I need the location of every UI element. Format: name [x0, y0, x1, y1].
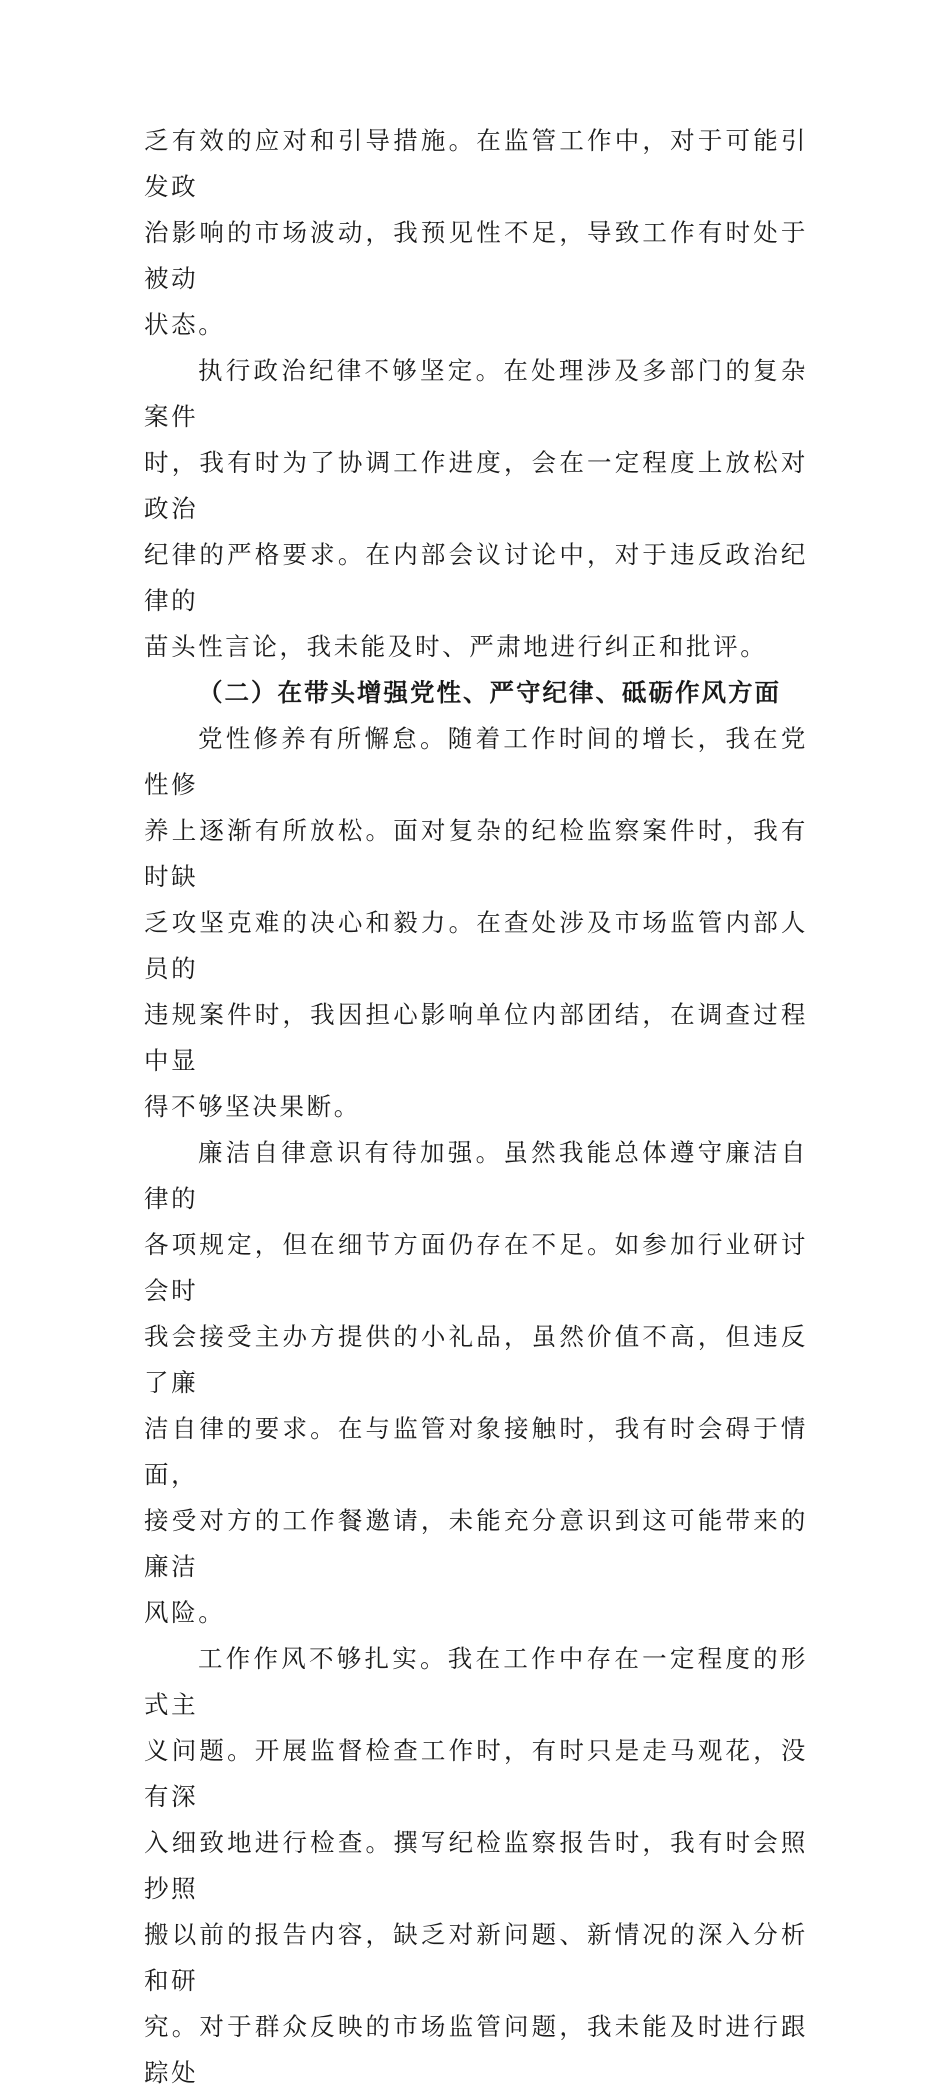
- paragraph-integrity: 廉洁自律意识有待加强。虽然我能总体遵守廉洁自律的 各项规定，但在细节方面仍存在不足。如参加行业研讨会时 我会接受主办方提供的小礼品，虽然价值不高，但违反了廉 洁自律的要求。在与监管对象接触时，我有时会碍于情面， 接受对方的工作餐邀请，未能充分意识到这可能带来的廉洁 风险。: [144, 1138, 808, 1627]
- document-body: [144, 118, 808, 2096]
- paragraph-work-style: 工作作风不够扎实。我在工作中存在一定程度的形式主 义问题。开展监督检查工作时，有时只是走马观花，没有深 入细致地进行检查。撰写纪检监察报告时，我有时会照抄照 搬以前的报告内容，缺乏对新问题、新情况的深入分析和研 究。对于群众反映的市场监管问题，我未能及时进行跟踪处: [144, 1644, 808, 2087]
- section-heading: （二）在带头增强党性、严守纪律、砥砺作风方面: [198, 678, 781, 707]
- paragraph-political-discipline: 执行政治纪律不够坚定。在处理涉及多部门的复杂案件 时，我有时为了协调工作进度，会在一定程度上放松对政治 纪律的严格要求。在内部会议讨论中，对于违反政治纪律的 苗头性言论，我未能及时、严肃地进行纠正和批评。: [144, 356, 808, 661]
- paragraph-continuation: 乏有效的应对和引导措施。在监管工作中，对于可能引发政 治影响的市场波动，我预见性不足，导致工作有时处于被动 状态。: [144, 126, 808, 339]
- paragraph-party-spirit: 党性修养有所懈怠。随着工作时间的增长，我在党性修 养上逐渐有所放松。面对复杂的纪检监察案件时，我有时缺 乏攻坚克难的决心和毅力。在查处涉及市场监管内部人员的 违规案件时，我因担心影响单位内部团结，在调查过程中显 得不够坚决果断。: [144, 724, 808, 1121]
